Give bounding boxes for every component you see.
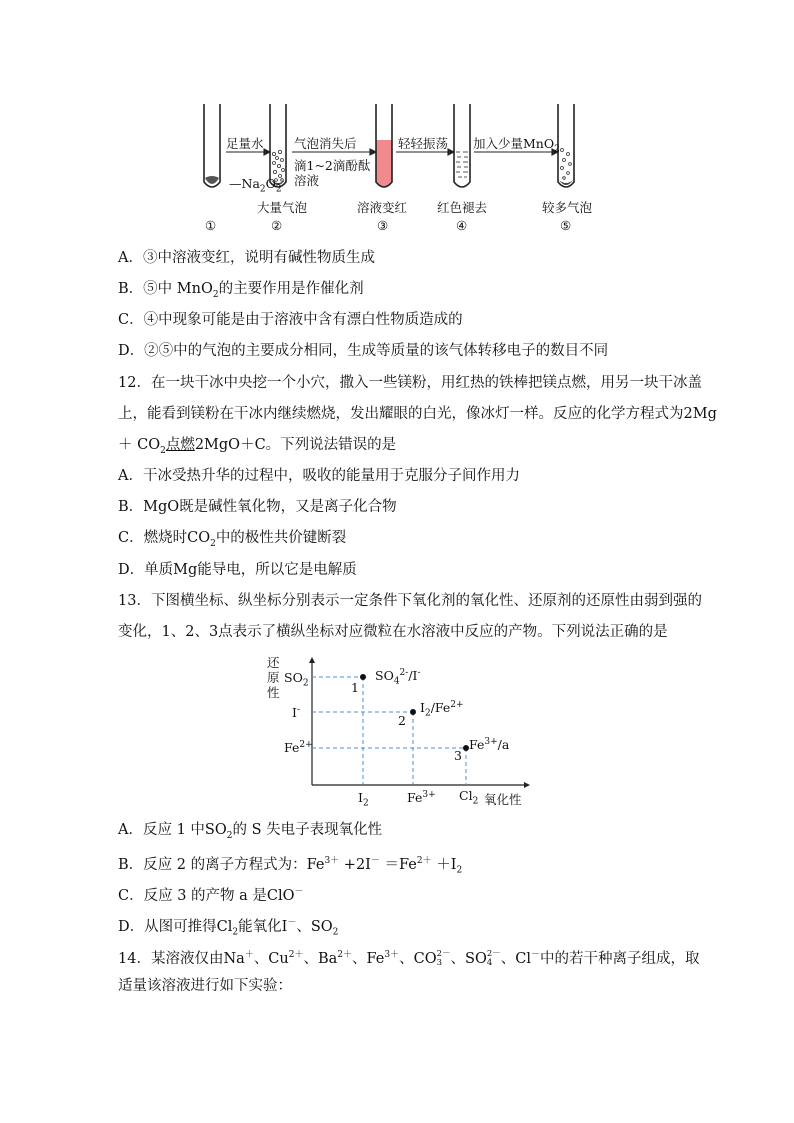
q12-stem-line1: 12．在一块干冰中央挖一个小穴，撒入一些镁粉，用红热的铁棒把镁点燃，用另一块干冰盖 — [118, 375, 702, 391]
q13-option-c: C．反应 3 的产物 a 是ClO－ — [118, 887, 304, 904]
point-2-label: $I_2/Fe^{2+}$ — [420, 700, 464, 719]
reagent-label: $—Na_2O_2$ — [229, 176, 282, 195]
tube-3 — [376, 104, 392, 187]
q11-option-d: D．②⑤中的气泡的主要成分相同，生成等质量的该气体转移电子的数目不同 — [118, 343, 609, 359]
q13-stem-line1: 13．下图横坐标、纵坐标分别表示一定条件下氧化剂的氧化性、还原剂的还原性由弱到强的 — [118, 593, 702, 609]
tube-1 — [204, 104, 220, 187]
point-1-number: 1 — [351, 680, 359, 695]
q12-stem-line3: ＋ $CO_2$点燃2MgO＋C。下列说法错误的是 — [118, 437, 397, 456]
point-3-label: $Fe^{3+}/a$ — [469, 737, 510, 753]
x-tick-i2: $I_2$ — [358, 790, 369, 809]
point-2 — [410, 709, 416, 715]
q14-stem-line1: 14．某溶液仅由Na＋、$Cu^{2+}$、$Ba^{2+}$、$Fe^{3+}$、CO 2－ 3 、SO 2－ 4 、Cl－中的若干种离子组成，取 — [118, 948, 700, 968]
graph-ylabel: 还 原 性 — [267, 655, 280, 700]
q12-option-a: A．干冰受热升华的过程中，吸收的能量用于克服分子间作用力 — [118, 468, 520, 484]
point-1 — [360, 674, 366, 680]
tube-number-4: ④ — [456, 218, 468, 233]
tube-number-3: ③ — [377, 218, 389, 233]
x-tick-fe3: $Fe^{3+}$ — [407, 790, 436, 806]
q13-option-d: D．从图可推得$Cl_2$能氧化I－、$SO_2$ — [118, 918, 339, 938]
tube-5 — [558, 104, 574, 187]
y-tick-i: I- — [292, 705, 300, 721]
q11-option-b: B．⑤中 MnO$_2$的主要作用是作催化剂 — [118, 281, 364, 300]
point-2-number: 2 — [398, 713, 406, 728]
tube-number-2: ② — [271, 218, 283, 233]
q12-option-c: C．燃烧时$CO_2$中的极性共价键断裂 — [118, 530, 347, 549]
q12-stem-line2: 上，能看到镁粉在干冰内继续燃烧，发出耀眼的白光，像冰灯一样。反应的化学方程式为2Mg — [118, 406, 717, 422]
q11-option-a: A．③中溶液变红，说明有碱性物质生成 — [118, 250, 375, 266]
tube-number-1: ① — [205, 218, 217, 233]
q11-option-c: C．④中现象可能是由于溶液中含有漂白性物质造成的 — [118, 312, 463, 328]
tube-number-5: ⑤ — [560, 218, 572, 233]
q13-option-b: B．反应 2 的离子方程式为：$Fe^{3+} +2I^- =Fe^{2+} +I_2$ — [118, 856, 463, 876]
tube-2 — [270, 104, 286, 187]
caption-4: 红色褪去 — [437, 200, 488, 215]
q12-option-b: B．MgO既是碱性氧化物，又是离子化合物 — [118, 499, 397, 515]
step2-label-b: 滴1~2滴酚酞 — [294, 158, 371, 173]
caption-5: 较多气泡 — [542, 200, 593, 215]
point-1-label: $SO_4^{2-}/I^-$ — [375, 668, 421, 687]
point-3-number: 3 — [454, 748, 462, 763]
x-tick-cl2: $Cl_2$ — [459, 788, 479, 807]
q13-stem-line2: 变化，1、2、3点表示了横纵坐标对应微粒在水溶液中反应的产物。下列说法正确的是 — [118, 624, 668, 640]
q14-stem-line2: 适量该溶液进行如下实验： — [118, 978, 292, 994]
tube-4 — [454, 104, 470, 187]
step3-label: 轻轻振荡 — [398, 136, 449, 151]
y-tick-so2: $SO_2$ — [284, 670, 309, 689]
caption-3: 溶液变红 — [357, 200, 408, 215]
y-tick-fe2: $Fe^{2+}$ — [284, 740, 313, 756]
step2-label-a: 气泡消失后 — [294, 136, 357, 151]
step2-label-c: 溶液 — [294, 173, 320, 188]
step4-label: 加入少量MnO$_2$ — [473, 136, 560, 155]
q12-option-d: D．单质Mg能导电，所以它是电解质 — [118, 562, 357, 578]
q13-option-a: A．反应 1 中$SO_2$的 S 失电子表现氧化性 — [118, 822, 383, 841]
caption-2: 大量气泡 — [257, 200, 308, 215]
graph-xlabel: 氧化性 — [484, 792, 522, 807]
step1-label: 足量水 — [226, 136, 264, 151]
